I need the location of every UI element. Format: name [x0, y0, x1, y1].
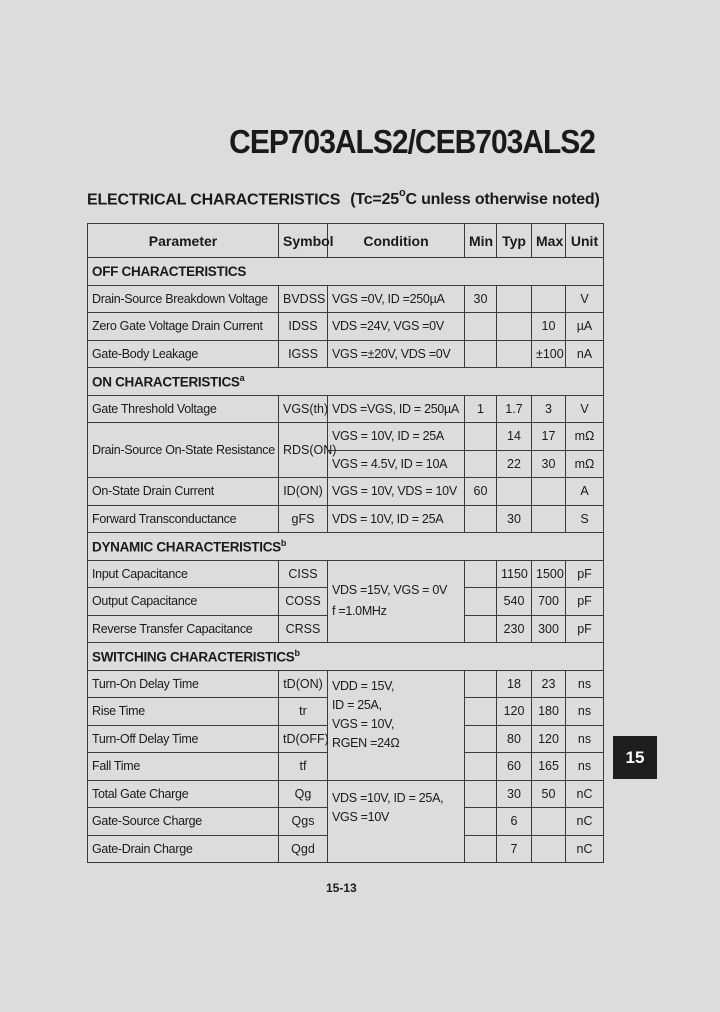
param-cell: Gate-Body Leakage: [88, 340, 279, 368]
table-row: [88, 780, 604, 808]
typ-cell: 30: [497, 780, 532, 808]
condition-line: VDS =10V, ID = 25A,: [332, 790, 444, 805]
max-cell: [532, 285, 566, 313]
min-cell: 1: [465, 395, 497, 423]
param-cell: Fall Time: [88, 753, 279, 781]
param-cell: Gate-Source Charge: [88, 808, 279, 836]
min-cell: [465, 505, 497, 533]
symbol-cell: Qgd: [279, 835, 328, 863]
section-off-label: [88, 258, 604, 286]
param-cell: Gate-Drain Charge: [88, 835, 279, 863]
unit-cell: nC: [566, 780, 604, 808]
condition-cell: VDS =24V, VGS =0V: [328, 313, 465, 341]
section-row-on: [88, 368, 604, 396]
unit-cell: pF: [566, 615, 604, 643]
max-cell: [532, 505, 566, 533]
max-cell: 23: [532, 670, 566, 698]
symbol-cell: VGS(th): [279, 395, 328, 423]
min-cell: [465, 698, 497, 726]
typ-cell: 18: [497, 670, 532, 698]
section-dynamic-text: DYNAMIC CHARACTERISTICS: [92, 539, 281, 555]
typ-cell: [497, 340, 532, 368]
typ-cell: 540: [497, 588, 532, 616]
section-row-dynamic: [88, 533, 604, 561]
min-cell: 30: [465, 285, 497, 313]
min-cell: [465, 780, 497, 808]
typ-cell: [497, 313, 532, 341]
max-cell: 50: [532, 780, 566, 808]
condition-cell-shared: [328, 780, 465, 863]
header-symbol: Symbol: [279, 224, 328, 258]
min-cell: [465, 423, 497, 451]
param-cell: Output Capacitance: [88, 588, 279, 616]
section-switching-footnote: b: [294, 648, 300, 658]
typ-cell: 7: [497, 835, 532, 863]
chapter-tab: 15: [613, 736, 657, 779]
unit-cell: A: [566, 478, 604, 506]
unit-cell: mΩ: [566, 423, 604, 451]
min-cell: [465, 725, 497, 753]
unit-cell: pF: [566, 560, 604, 588]
param-cell: Zero Gate Voltage Drain Current: [88, 313, 279, 341]
heading-condition-degree: o: [398, 187, 406, 199]
typ-cell: [497, 478, 532, 506]
unit-cell: ns: [566, 753, 604, 781]
max-cell: [532, 478, 566, 506]
min-cell: [465, 753, 497, 781]
param-cell: Drain-Source Breakdown Voltage: [88, 285, 279, 313]
condition-cell: VGS = 4.5V, ID = 10A: [328, 450, 465, 478]
symbol-cell: IDSS: [279, 313, 328, 341]
max-cell: 3: [532, 395, 566, 423]
min-cell: [465, 450, 497, 478]
section-switching-text: SWITCHING CHARACTERISTICS: [92, 649, 295, 665]
symbol-cell: ID(ON): [279, 478, 328, 506]
condition-line: ID = 25A,: [332, 697, 382, 712]
section-dynamic-footnote: b: [280, 538, 287, 548]
param-cell: On-State Drain Current: [88, 478, 279, 506]
typ-cell: 80: [497, 725, 532, 753]
typ-cell: 230: [497, 615, 532, 643]
section-on-text: ON CHARACTERISTICS: [92, 374, 240, 390]
condition-cell: VDS =VGS, ID = 250µA: [328, 395, 465, 423]
symbol-cell: RDS(ON): [279, 423, 328, 478]
min-cell: [465, 835, 497, 863]
header-parameter: Parameter: [88, 224, 279, 258]
param-cell: Turn-Off Delay Time: [88, 725, 279, 753]
symbol-cell: CISS: [279, 560, 328, 588]
condition-cell-shared: [328, 560, 465, 643]
header-typ: Typ: [497, 224, 532, 258]
min-cell: [465, 808, 497, 836]
typ-cell: 120: [497, 698, 532, 726]
typ-cell: 1.7: [497, 395, 532, 423]
page-number: 15-13: [326, 881, 357, 895]
condition-line: VGS =10V: [332, 809, 390, 824]
section-off-text: OFF CHARACTERISTICS: [92, 263, 247, 279]
unit-cell: nA: [566, 340, 604, 368]
table-header-row: [88, 224, 604, 258]
table-row: [88, 285, 604, 313]
condition-line: VGS = 10V,: [332, 716, 395, 731]
heading-condition: [350, 187, 600, 209]
section-on-footnote: a: [239, 373, 245, 383]
typ-cell: 30: [497, 505, 532, 533]
condition-cell: VGS =0V, ID =250µA: [328, 285, 465, 313]
section-row-off: [88, 258, 604, 286]
param-cell: Rise Time: [88, 698, 279, 726]
symbol-cell: COSS: [279, 588, 328, 616]
heading-condition-post: C unless otherwise noted): [405, 191, 600, 209]
header-condition: Condition: [328, 224, 465, 258]
symbol-cell: gFS: [279, 505, 328, 533]
condition-cell-shared: [328, 670, 465, 780]
max-cell: 30: [532, 450, 566, 478]
min-cell: [465, 560, 497, 588]
min-cell: [465, 588, 497, 616]
section-heading: [87, 189, 600, 209]
typ-cell: 14: [497, 423, 532, 451]
electrical-characteristics-table: [87, 223, 604, 863]
section-switching-label: [88, 643, 604, 671]
section-row-switching: [88, 643, 604, 671]
heading-condition-pre: (Tc=25: [350, 191, 399, 209]
max-cell: 10: [532, 313, 566, 341]
max-cell: [532, 808, 566, 836]
unit-cell: nC: [566, 808, 604, 836]
table-row: [88, 395, 604, 423]
max-cell: ±100: [532, 340, 566, 368]
symbol-cell: CRSS: [279, 615, 328, 643]
table-row: [88, 478, 604, 506]
symbol-cell: Qg: [279, 780, 328, 808]
header-min: Min: [465, 224, 497, 258]
max-cell: 180: [532, 698, 566, 726]
min-cell: [465, 340, 497, 368]
symbol-cell: IGSS: [279, 340, 328, 368]
max-cell: 17: [532, 423, 566, 451]
max-cell: 120: [532, 725, 566, 753]
symbol-cell: tD(ON): [279, 670, 328, 698]
param-cell: Input Capacitance: [88, 560, 279, 588]
table-row: [88, 423, 604, 451]
condition-line: VDD = 15V,: [332, 678, 395, 693]
condition-line: f =1.0MHz: [332, 604, 387, 619]
max-cell: 165: [532, 753, 566, 781]
unit-cell: ns: [566, 670, 604, 698]
unit-cell: pF: [566, 588, 604, 616]
min-cell: [465, 670, 497, 698]
header-max: Max: [532, 224, 566, 258]
symbol-cell: BVDSS: [279, 285, 328, 313]
header-unit: Unit: [566, 224, 604, 258]
unit-cell: V: [566, 395, 604, 423]
unit-cell: nC: [566, 835, 604, 863]
condition-cell: VGS = 10V, ID = 25A: [328, 423, 465, 451]
typ-cell: [497, 285, 532, 313]
document-title: CEP703ALS2/CEB703ALS2: [229, 124, 595, 161]
max-cell: 1500: [532, 560, 566, 588]
heading-main: ELECTRICAL CHARACTERISTICS: [87, 191, 341, 209]
param-cell: Total Gate Charge: [88, 780, 279, 808]
table-row: [88, 560, 604, 588]
param-cell: Drain-Source On-State Resistance: [88, 423, 279, 478]
condition-cell: VGS =±20V, VDS =0V: [328, 340, 465, 368]
section-dynamic-label: [88, 533, 604, 561]
max-cell: 700: [532, 588, 566, 616]
min-cell: 60: [465, 478, 497, 506]
unit-cell: mΩ: [566, 450, 604, 478]
unit-cell: ns: [566, 725, 604, 753]
param-cell: Reverse Transfer Capacitance: [88, 615, 279, 643]
typ-cell: 1150: [497, 560, 532, 588]
max-cell: [532, 835, 566, 863]
unit-cell: ns: [566, 698, 604, 726]
symbol-cell: tr: [279, 698, 328, 726]
typ-cell: 22: [497, 450, 532, 478]
param-cell: Forward Transconductance: [88, 505, 279, 533]
typ-cell: 6: [497, 808, 532, 836]
table-row: [88, 670, 604, 698]
min-cell: [465, 313, 497, 341]
typ-cell: 60: [497, 753, 532, 781]
condition-line: RGEN =24Ω: [332, 735, 400, 750]
symbol-cell: Qgs: [279, 808, 328, 836]
unit-cell: µA: [566, 313, 604, 341]
table-row: [88, 313, 604, 341]
symbol-cell: tf: [279, 753, 328, 781]
param-cell: Turn-On Delay Time: [88, 670, 279, 698]
symbol-cell: tD(OFF): [279, 725, 328, 753]
min-cell: [465, 615, 497, 643]
max-cell: 300: [532, 615, 566, 643]
table-row: [88, 340, 604, 368]
section-on-label: [88, 368, 604, 396]
unit-cell: S: [566, 505, 604, 533]
param-cell: Gate Threshold Voltage: [88, 395, 279, 423]
condition-cell: VGS = 10V, VDS = 10V: [328, 478, 465, 506]
condition-cell: VDS = 10V, ID = 25A: [328, 505, 465, 533]
condition-line: VDS =15V, VGS = 0V: [332, 583, 448, 598]
table-row: [88, 505, 604, 533]
unit-cell: V: [566, 285, 604, 313]
